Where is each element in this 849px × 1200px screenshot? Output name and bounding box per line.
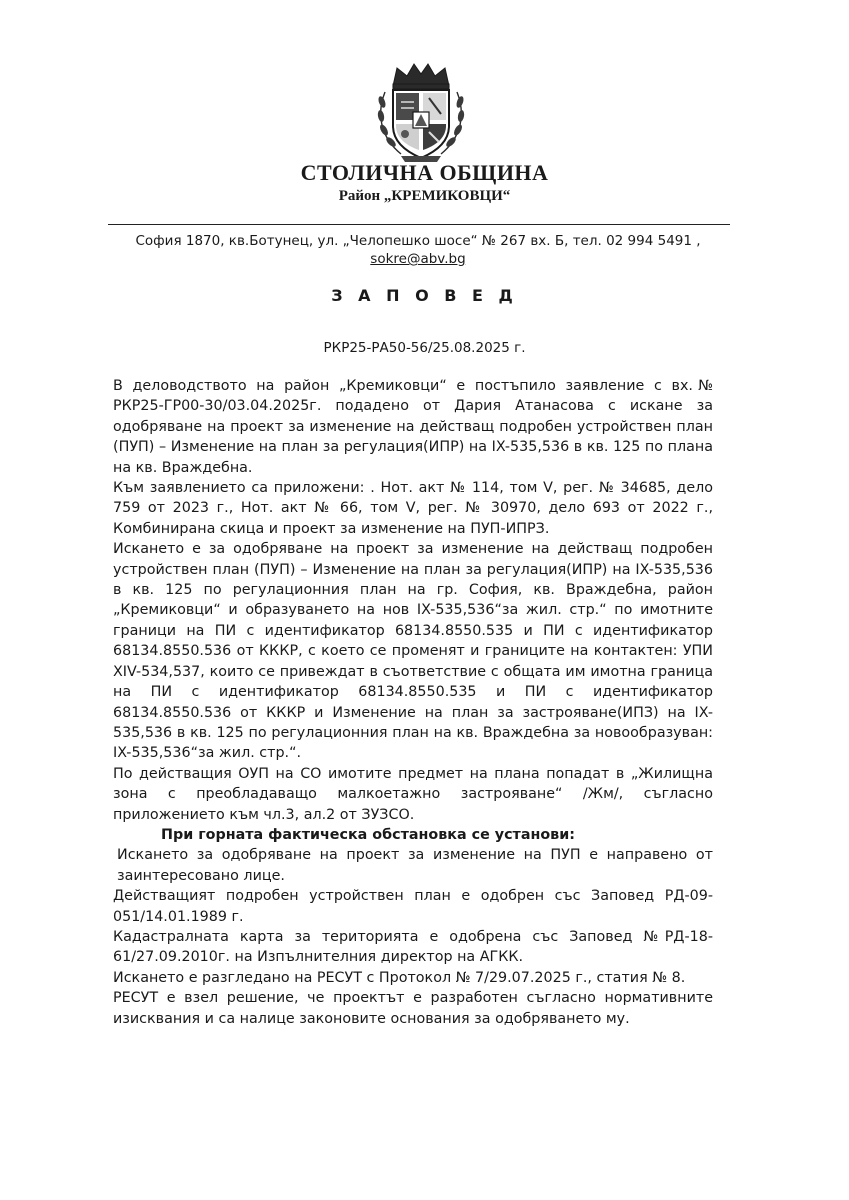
document-title: З А П О В Е Д <box>331 286 518 305</box>
organization-name: СТОЛИЧНА ОБЩИНА <box>300 160 549 185</box>
paragraph-cadastral-map: Кадастралната карта за територията е одобрена със Заповед №РД-18-61/27.09.2010г. на Изпълнителния директор на АГКК. <box>113 928 713 966</box>
district-name: Район „КРЕМИКОВЦИ“ <box>338 188 511 204</box>
paragraph-zoning: По действащия ОУП на СО имотите предмет на плана попадат в „Жилищна зона с преобладаващо малкоетажно застрояване“ /Жм/, съгласно приложението към чл.3, ал.2 от ЗУЗСО. <box>113 765 713 823</box>
address-block <box>100 232 736 268</box>
paragraph-interested-party: Искането за одобряване на проект за изменение на ПУП е направено от заинтересовано лице. <box>117 847 713 884</box>
findings-heading: При горната фактическа обстановка се установи: <box>161 826 575 843</box>
document-number: РКР25-РА50-56/25.08.2025 г. <box>323 340 526 356</box>
document-body <box>113 376 713 1029</box>
address-line: София 1870, кв.Ботунец, ул. „Челопешко шосе“ № 267 вх. Б, тел. 02 994 5491 , <box>135 233 701 249</box>
paragraph-council-protocol: Искането е разгледано на РЕСУТ с Протокол № 7/29.07.2025 г., статия № 8. <box>113 969 686 986</box>
paragraph-application: В деловодството на район „Кремиковци“ е постъпило заявление с вх.№ РКР25-ГР00-30/03.04.2025г. подадено от Дария Атанасова с искане за одобряване на проект за изменение на действащ подробен устройствен план (ПУП) – Изменение на план за регулация(ИПР) на IX-535,536 в кв. 125 по плана на кв. Враждебна. <box>113 378 713 476</box>
paragraph-current-plan: Действащият подробен устройствен план е одобрен със Заповед РД-09-051/14.01.1989 г. <box>113 888 713 925</box>
email-link[interactable]: sokre@abv.bg <box>370 251 466 267</box>
coat-of-arms-icon <box>371 62 471 164</box>
paragraph-request: Искането е за одобряване на проект за изменение на действащ подробен устройствен план (ПУП) – Изменение на план за регулация(ИПР) на IX-535,536 в кв. 125 по регулационния план на гр. София, кв. Враждебна, район „Кремиковци“ и образуването на нов IX-535,536“за жил. стр.“ по имотните граници на ПИ с идентификатор 68134.8550.535 и ПИ с идентификатор 68134.8550.536 от КККР, с което се променят и границите на контактен: УПИ XIV-534,537, които се привеждат в съответствие с общата им имотна граница на ПИ с идентификатор 68134.8550.535 и ПИ с идентификатор 68134.8550.536 от КККР и Изменение на план за застрояване(ИПЗ) на IX-535,536 в кв. 125 по регулационния план на кв. Враждебна за новообразуван: IX-535,536“за жил. стр.“. <box>113 541 713 762</box>
paragraph-attachments: Към заявлението са приложени: . Нот. акт № 114, том V, рег. № 34685, дело 759 от 2023 г., Нот. акт № 66, том V, рег. № 30970, дело 693 от 2022 г., Комбинирана скица и проект за изменение на ПУП-ИПРЗ. <box>113 480 713 537</box>
paragraph-council-decision: РЕСУТ е взел решение, че проектът е разработен съгласно нормативните изисквания и са налице законовите основания за одобряването му. <box>113 990 713 1027</box>
header-divider <box>108 224 730 225</box>
